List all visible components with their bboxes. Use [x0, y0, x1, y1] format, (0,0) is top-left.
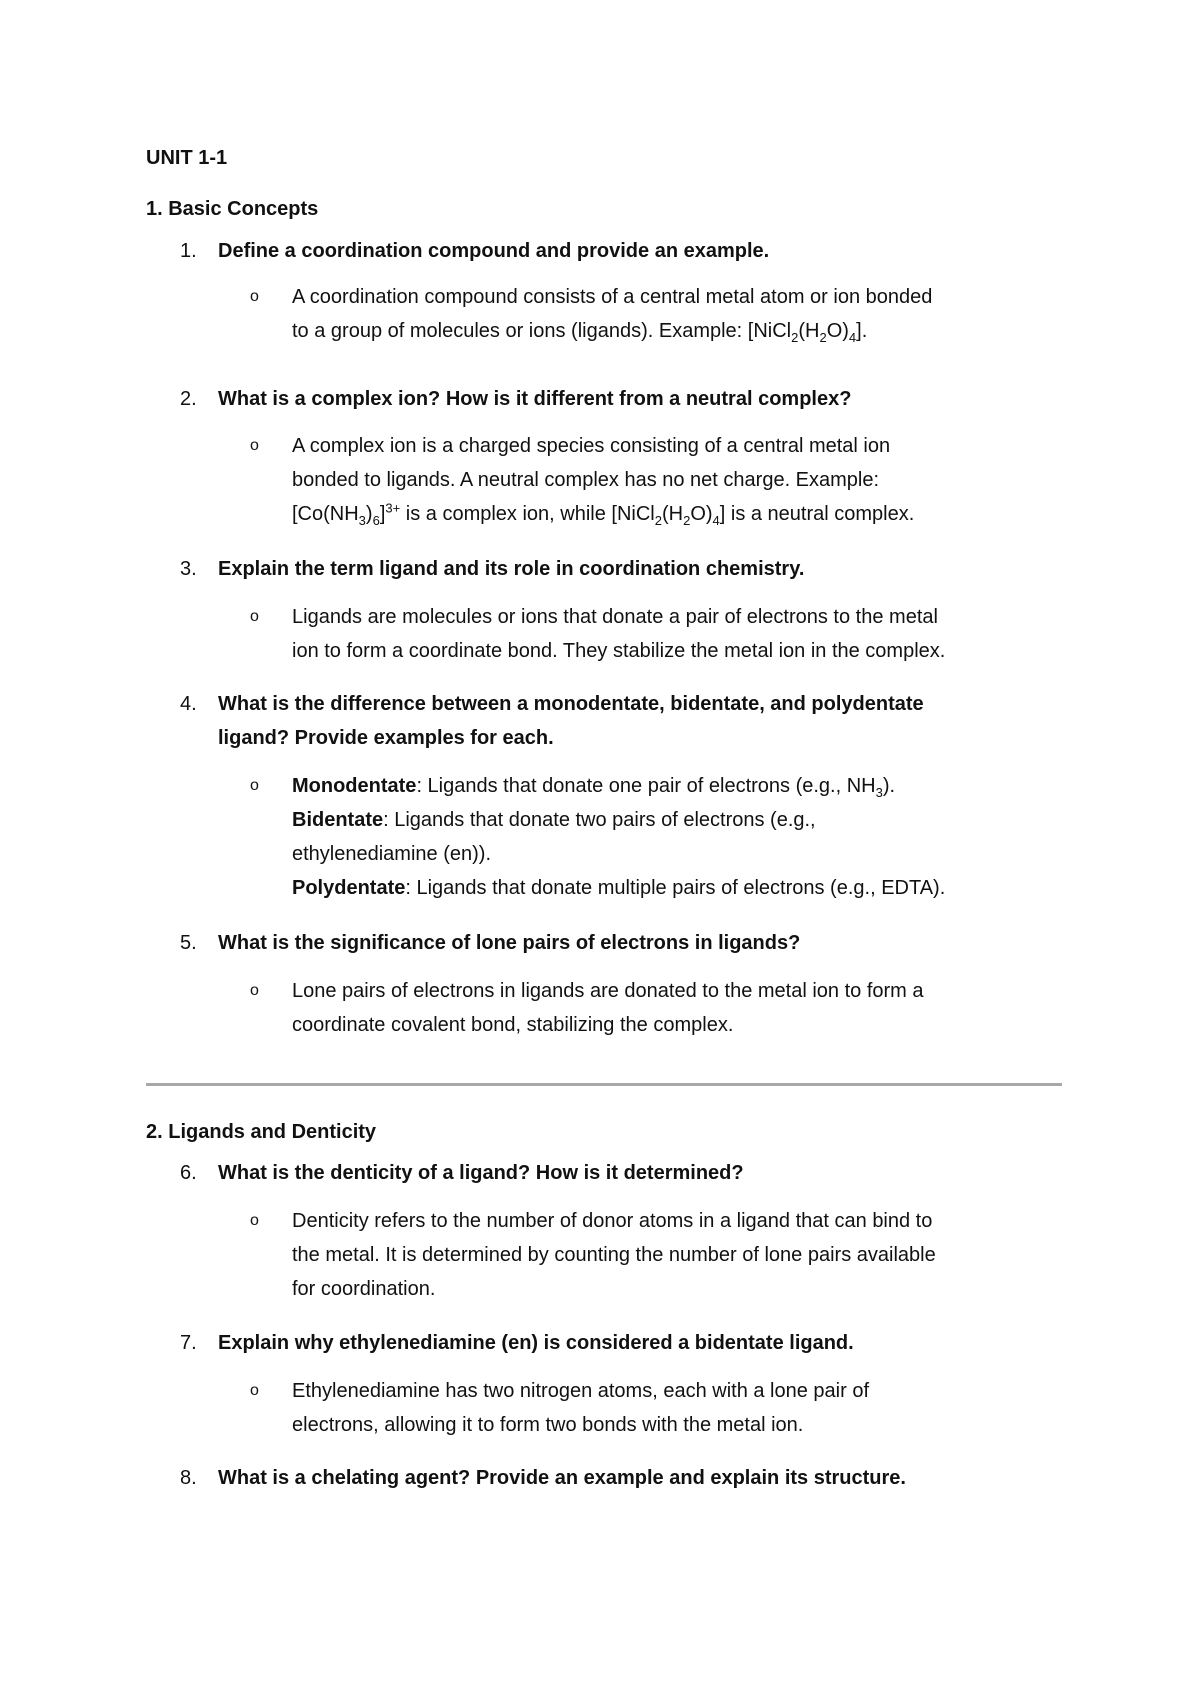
answer-1 — [250, 280, 1070, 348]
question-number: 6. — [180, 1162, 197, 1184]
question-number: 1. — [180, 240, 197, 262]
answer-line: for coordination. — [292, 1278, 436, 1300]
answer-line: $[Co(NH_3)_6]^{3+}$ is a complex ion, while $[NiCl_2(H_2O)_4]$ is a neutral complex. — [292, 500, 915, 528]
question-text: What is the difference between a monodentate, bidentate, and polydentate ligand? Provide examples for each. — [218, 693, 924, 749]
question-number: 5. — [180, 932, 197, 954]
answer-line: A coordination compound consists of a central metal atom or ion bonded — [292, 286, 933, 308]
question-7 — [180, 1326, 1060, 1360]
answer-line: Denticity refers to the number of donor atoms in a ligand that can bind to — [292, 1210, 933, 1232]
question-text: What is the significance of lone pairs of electrons in ligands? — [218, 932, 801, 954]
bullet-icon: o — [250, 1212, 259, 1229]
bullet-icon: o — [250, 608, 259, 625]
question-1 — [180, 234, 1060, 268]
question-6 — [180, 1156, 1060, 1190]
bullet-icon: o — [250, 1382, 259, 1399]
answer-line-monodentate: Monodentate: Ligands that donate one pair of electrons (e.g., $NH_3$). — [292, 775, 896, 800]
question-2 — [180, 382, 1060, 416]
answer-line: ethylenediamine (en)). — [292, 843, 491, 865]
question-3 — [180, 552, 1060, 586]
question-text: What is a complex ion? How is it different from a neutral complex? — [218, 388, 852, 410]
answer-7 — [250, 1374, 1070, 1442]
answer-line: ion to form a coordinate bond. They stabilize the metal ion in the complex. — [292, 640, 946, 662]
bullet-icon: o — [250, 982, 259, 999]
question-text: Explain the term ligand and its role in coordination chemistry. — [218, 558, 805, 580]
answer-4 — [250, 769, 1070, 905]
section-title-basic-concepts: 1. Basic Concepts — [146, 198, 319, 220]
question-number: 8. — [180, 1467, 197, 1489]
answer-line: bonded to ligands. A neutral complex has no net charge. Example: — [292, 469, 880, 491]
answer-line-polydentate: Polydentate: Ligands that donate multiple pairs of electrons (e.g., EDTA). — [292, 877, 946, 899]
question-text: What is the denticity of a ligand? How is it determined? — [218, 1162, 744, 1184]
bullet-icon: o — [250, 288, 259, 305]
question-4 — [180, 687, 1060, 755]
question-number: 7. — [180, 1332, 197, 1354]
bullet-icon: o — [250, 437, 259, 454]
question-text: What is a chelating agent? Provide an example and explain its structure. — [218, 1467, 906, 1489]
question-8 — [180, 1461, 1060, 1495]
question-text: Explain why ethylenediamine (en) is considered a bidentate ligand. — [218, 1332, 854, 1354]
answer-2 — [250, 429, 1070, 531]
answer-line: the metal. It is determined by counting the number of lone pairs available — [292, 1244, 936, 1266]
horizontal-divider — [146, 1083, 1062, 1086]
answer-line: electrons, allowing it to form two bonds with the metal ion. — [292, 1414, 804, 1436]
answer-3 — [250, 600, 1070, 668]
answer-line: A complex ion is a charged species consisting of a central metal ion — [292, 435, 891, 457]
answer-line: coordinate covalent bond, stabilizing the complex. — [292, 1014, 734, 1036]
bullet-icon: o — [250, 777, 259, 794]
question-text: Define a coordination compound and provide an example. — [218, 240, 770, 262]
answer-line: Ethylenediamine has two nitrogen atoms, each with a lone pair of — [292, 1380, 870, 1402]
section-title-ligands-denticity: 2. Ligands and Denticity — [146, 1121, 377, 1143]
answer-line: Lone pairs of electrons in ligands are donated to the metal ion to form a — [292, 980, 924, 1002]
question-number: 2. — [180, 388, 197, 410]
question-5 — [180, 926, 1060, 960]
answer-line-bidentate: Bidentate: Ligands that donate two pairs of electrons (e.g., — [292, 809, 816, 831]
answer-6 — [250, 1204, 1070, 1306]
question-number: 4. — [180, 693, 197, 715]
question-number: 3. — [180, 558, 197, 580]
answer-line: Ligands are molecules or ions that donate a pair of electrons to the metal — [292, 606, 938, 628]
unit-title: UNIT 1-1 — [146, 147, 228, 169]
answer-line: to a group of molecules or ions (ligands). Example: $[NiCl_2(H_2O)_4]$. — [292, 320, 868, 345]
answer-5 — [250, 974, 1070, 1042]
